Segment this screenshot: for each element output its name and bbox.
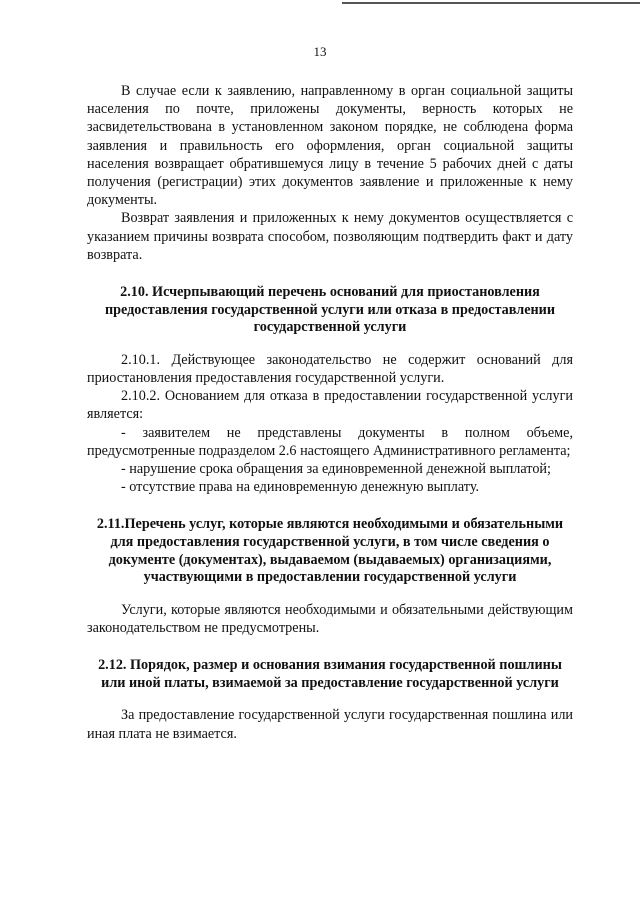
section-2-10-paragraph-1: 2.10.1. Действующее законодательство не содержит оснований для приостановления предоставления государственной услуги. [87,351,573,387]
document-body [87,82,573,743]
intro-paragraph-2: Возврат заявления и приложенных к нему документов осуществляется с указанием причины возврата способом, позволяющим подтвердить факт и дату возврата. [87,210,573,263]
page-number: 13 [313,44,327,59]
section-2-10-list-item: - отсутствие права на единовременную денежную выплату. [121,479,480,496]
section-2-12-paragraph-1: За предоставление государственной услуги государственная пошлина или иная плата не взимается. [87,707,573,742]
section-2-11-paragraph-1: Услуги, которые являются необходимыми и обязательными действующим законодательством не предусмотрены. [87,601,573,637]
section-2-11-heading: 2.11.Перечень услуг, которые являются необходимыми и обязательными для предоставления государственной услуги, в том числе сведения о документе (документах), выдаваемом (выдаваемых) организациями, участвующими в предоставлении государственной услуги [96,516,564,586]
section-2-10-heading: 2.10. Исчерпывающий перечень оснований для приостановления предоставления государственной услуги или отказа в предоставлении государственной услуги [104,284,556,336]
section-2-10-list-item: - нарушение срока обращения за единовременной денежной выплатой; [121,461,551,478]
intro-paragraph-1: В случае если к заявлению, направленному в орган социальной защиты населения по почте, приложены документы, верность которых не засвидетельствована в установленном законом порядке, не соблюдена форма заявления и правильность его оформления, орган социальной защиты населения возвращает обратившемуся лицу в течение 5 рабочих дней с даты получения (регистрации) этих документов заявление и приложенные к нему документы. [87,83,573,209]
section-2-12-heading: 2.12. Порядок, размер и основания взимания государственной пошлины или иной платы, взимаемой за предоставление государственной услуги [98,657,562,691]
top-rule [342,2,640,4]
section-2-10-list-item: - заявителем не представлены документы в полном объеме, предусмотренные подразделом 2.6 настоящего Административного регламента; [87,424,573,459]
section-2-10-paragraph-2: 2.10.2. Основанием для отказа в предоставлении государственной услуги является: [87,388,573,423]
